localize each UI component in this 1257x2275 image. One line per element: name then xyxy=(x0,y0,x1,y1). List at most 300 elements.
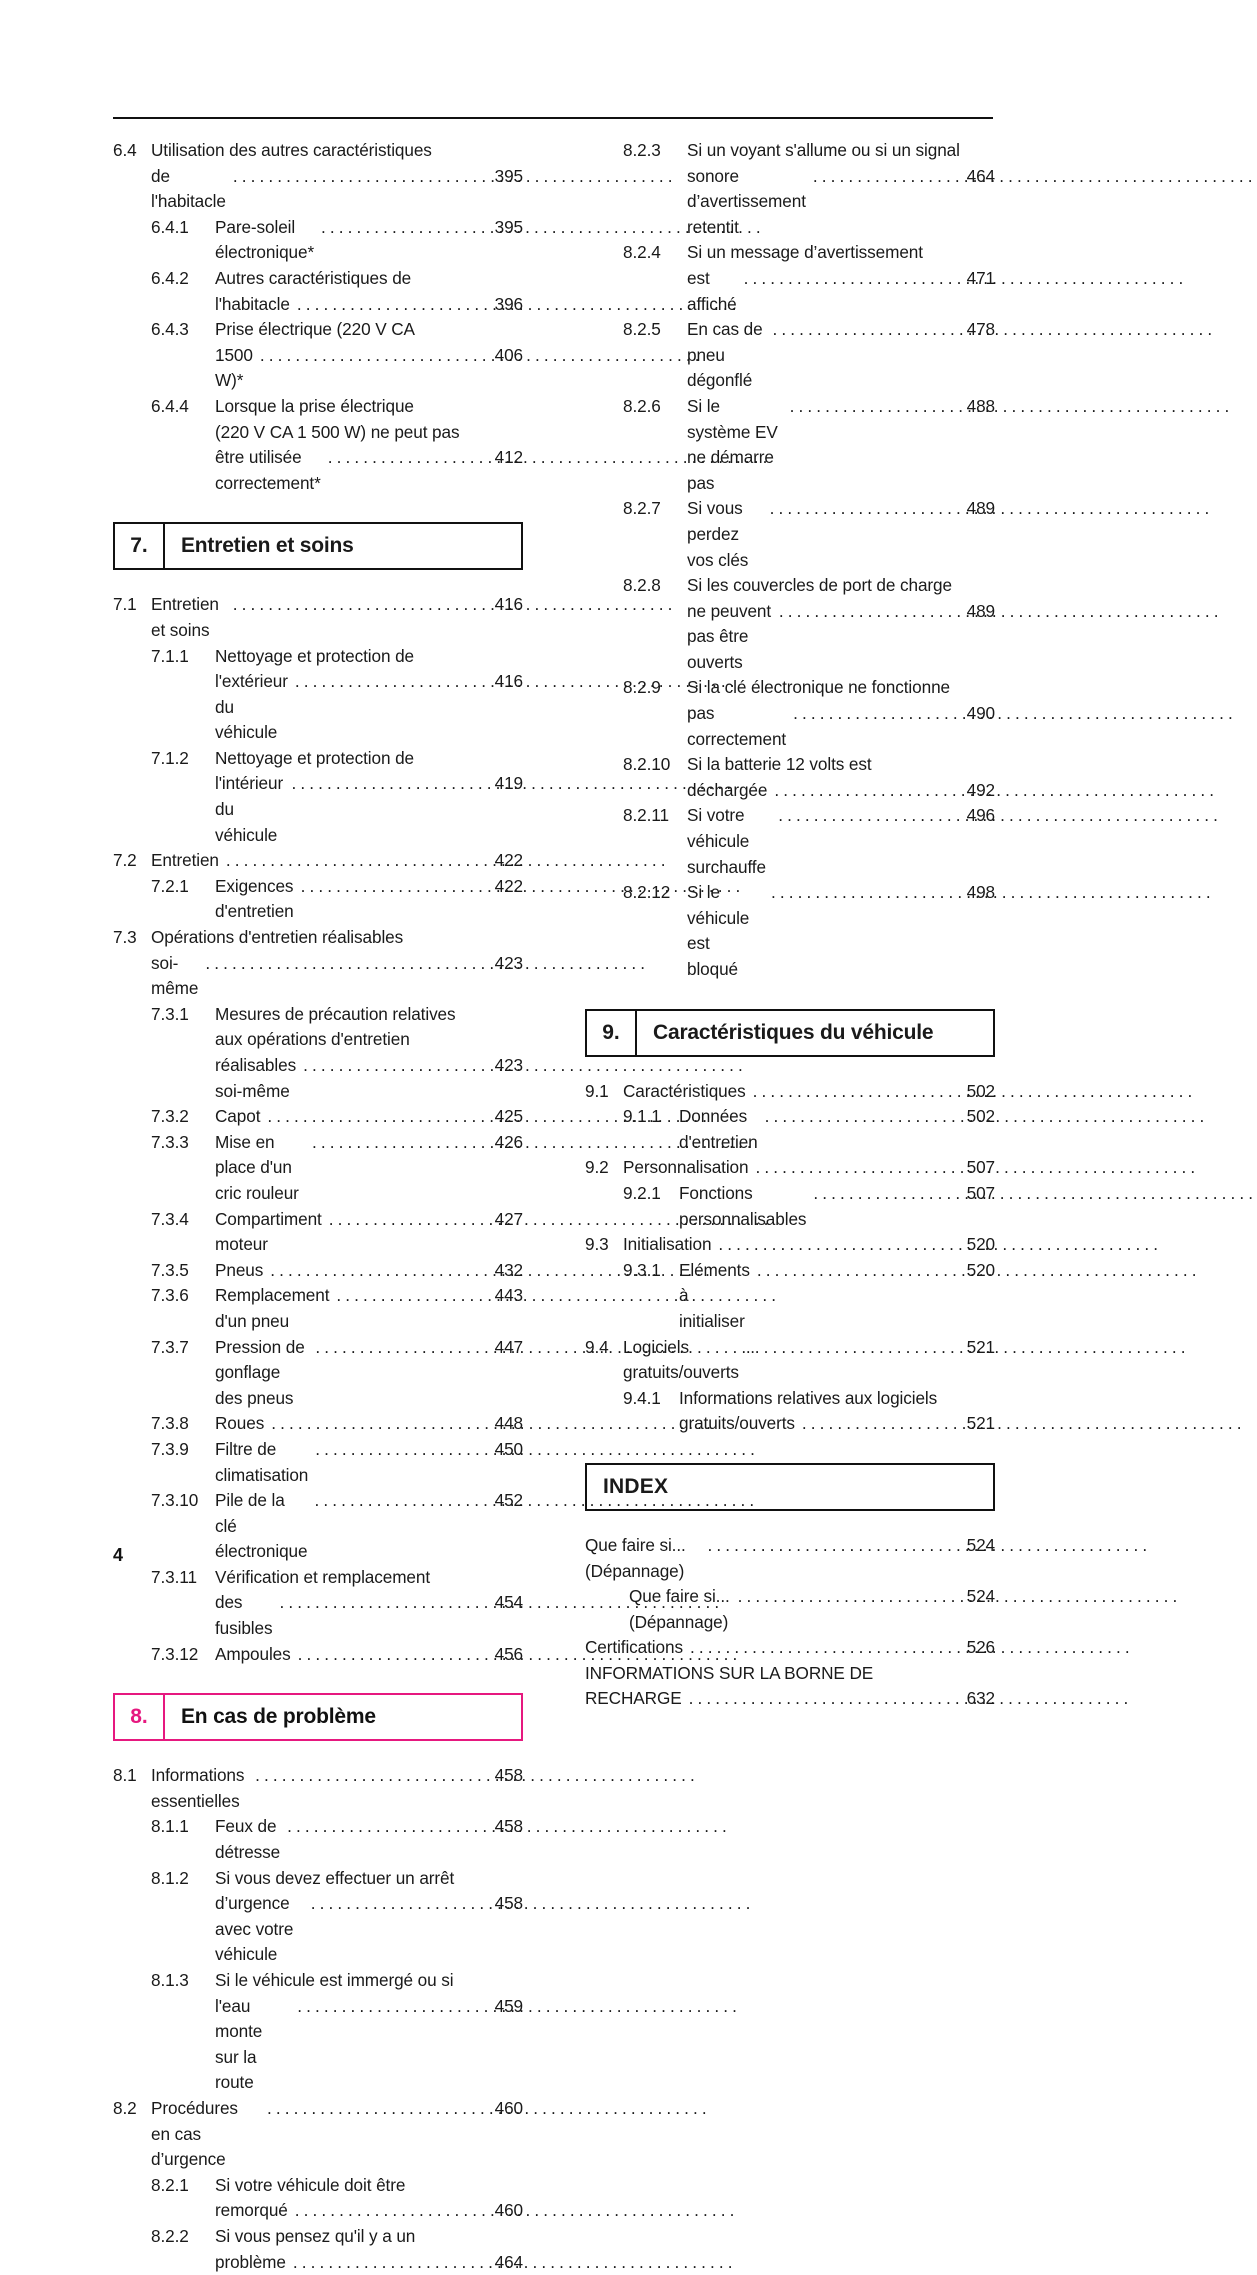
toc-page-number: 432 xyxy=(494,1259,523,1280)
toc-entry-title: Pneus xyxy=(215,1259,264,1280)
toc-page-number: 489 xyxy=(966,498,995,519)
toc-entry[interactable] xyxy=(113,1207,523,1258)
toc-entry-number: 7.1 xyxy=(113,594,137,615)
toc-entry-title: Personnalisation xyxy=(623,1157,749,1178)
toc-entry-title: 1500 W)* xyxy=(215,344,253,391)
toc-page-number: 464 xyxy=(966,165,995,186)
toc-leader-dots xyxy=(312,1130,486,1156)
toc-leader-dots xyxy=(690,1635,958,1661)
toc-entry-line xyxy=(679,1386,995,1412)
toc-entry-number: 8.2.1 xyxy=(151,2174,189,2195)
toc-entry-title: problème xyxy=(215,2251,286,2272)
toc-entry[interactable] xyxy=(113,1104,523,1130)
toc-entry[interactable] xyxy=(585,1386,995,1437)
toc-entry-line xyxy=(215,266,523,292)
toc-entry-number: 8.2.2 xyxy=(151,2225,189,2246)
toc-entry[interactable] xyxy=(113,2224,523,2275)
toc-entry-line xyxy=(623,1079,995,1105)
toc-leader-dots xyxy=(753,1079,958,1105)
toc-entry[interactable] xyxy=(585,1181,995,1232)
toc-leader-dots xyxy=(765,1104,958,1130)
toc-entry-title: Si le véhicule est immergé ou si xyxy=(215,1970,454,1990)
toc-entry-body xyxy=(215,1411,523,1437)
toc-entry-number: 8.1.2 xyxy=(151,1867,189,1888)
toc-group-6 xyxy=(113,138,523,496)
toc-page-number: 454 xyxy=(494,1592,523,1613)
toc-entry-body xyxy=(687,675,995,752)
toc-entry-line xyxy=(215,1053,523,1104)
toc-entry-line xyxy=(215,1866,523,1892)
toc-entry-number: 7.3.7 xyxy=(151,1336,189,1357)
toc-entry-body xyxy=(679,1258,995,1335)
toc-entry-line xyxy=(215,1104,523,1130)
toc-entry-number: 9.3.1 xyxy=(623,1259,661,1280)
toc-page-number: 426 xyxy=(494,1131,523,1152)
toc-leader-dots xyxy=(773,317,958,343)
toc-entry-title: Entretien et soins xyxy=(151,594,219,640)
toc-entry-title: Opérations d'entretien réalisables xyxy=(151,927,404,948)
toc-page-number: 458 xyxy=(494,1893,523,1914)
toc-entry-number: 8.2.12 xyxy=(623,882,671,903)
toc-entry[interactable] xyxy=(585,1232,995,1258)
toc-entry[interactable] xyxy=(113,1565,523,1642)
toc-entry[interactable] xyxy=(113,138,523,215)
toc-entry[interactable] xyxy=(113,1488,523,1565)
toc-entry[interactable] xyxy=(113,592,523,643)
toc-leader-dots xyxy=(689,1686,958,1712)
toc-entry-number: 8.2.8 xyxy=(623,575,661,596)
toc-entry-title: Logiciels gratuits/ouverts xyxy=(623,1336,739,1383)
toc-entry[interactable] xyxy=(113,925,523,1002)
toc-columns xyxy=(113,138,995,2275)
toc-entry-line xyxy=(215,215,523,266)
toc-entry-line xyxy=(215,1258,523,1284)
toc-entry-title: Si un voyant s'allume ou si un signal xyxy=(687,140,960,160)
toc-entry-number: 7.3.8 xyxy=(151,1413,189,1434)
toc-entry-line xyxy=(687,164,995,241)
toc-entry[interactable] xyxy=(585,1635,995,1661)
toc-group-8-right xyxy=(585,138,995,983)
toc-page-number: 425 xyxy=(494,1106,523,1127)
toc-entry[interactable] xyxy=(113,1437,523,1488)
toc-entry[interactable] xyxy=(113,1002,523,1104)
toc-entry-title: Lorsque la prise électrique xyxy=(215,395,414,416)
toc-page-number: 459 xyxy=(494,1995,523,2016)
toc-entry[interactable] xyxy=(113,1283,523,1334)
toc-entry-body xyxy=(215,1968,523,2096)
toc-entry-body xyxy=(623,1155,995,1181)
toc-entry-title: Vérification et remplacement xyxy=(215,1566,431,1587)
toc-entry-title: Si vous devez effectuer un arrêt xyxy=(215,1867,455,1888)
toc-leader-dots xyxy=(315,1437,486,1463)
toc-leader-dots xyxy=(813,1181,958,1207)
toc-entry-line xyxy=(215,1283,523,1334)
toc-entry-body xyxy=(215,1335,523,1412)
toc-entry-title: Données d'entretien xyxy=(679,1106,758,1152)
toc-entry[interactable] xyxy=(585,1155,995,1181)
toc-entry-number: 7.2 xyxy=(113,850,137,871)
toc-entry-body xyxy=(151,848,523,874)
toc-entry-body xyxy=(623,1335,995,1386)
toc-page-number: 507 xyxy=(966,1157,995,1178)
toc-entry-title: soi-même xyxy=(151,952,199,999)
toc-entry-body xyxy=(215,317,523,394)
toc-entry-title: Initialisation xyxy=(623,1234,712,1255)
toc-leader-dots xyxy=(744,266,958,292)
toc-entry[interactable] xyxy=(585,1258,995,1335)
toc-entry-body xyxy=(215,644,523,746)
toc-entry-body xyxy=(585,1533,995,1584)
toc-leader-dots xyxy=(295,669,486,695)
toc-entry-line xyxy=(687,240,995,266)
toc-entry[interactable] xyxy=(585,394,995,496)
toc-entry-line xyxy=(215,1994,523,2096)
toc-entry-number: 7.3.11 xyxy=(151,1566,197,1587)
toc-entry[interactable] xyxy=(585,675,995,752)
toc-entry-title: remorqué xyxy=(215,2200,288,2221)
toc-entry-line xyxy=(151,2096,523,2173)
toc-entry-body xyxy=(215,2224,523,2275)
toc-leader-dots xyxy=(771,880,958,906)
toc-leader-dots xyxy=(233,592,486,618)
toc-entry-line xyxy=(215,1488,523,1565)
toc-entry-number: 9.1 xyxy=(585,1080,609,1101)
toc-page-number: 396 xyxy=(494,293,523,314)
page-folio: 4 xyxy=(113,1545,124,1565)
toc-entry-number: 7.3 xyxy=(113,927,137,948)
toc-entry-line xyxy=(215,292,523,318)
toc-entry-title: Procédures en cas d’urgence xyxy=(151,2097,238,2170)
toc-entry[interactable] xyxy=(113,874,523,925)
toc-entry-body xyxy=(679,1104,995,1155)
toc-entry-line xyxy=(215,1002,523,1028)
toc-entry-body xyxy=(585,1661,995,1712)
toc-entry-line xyxy=(215,1642,523,1668)
toc-entry-title: Pare-soleil électronique* xyxy=(215,216,315,263)
toc-page-number: 427 xyxy=(494,1208,523,1229)
toc-leader-dots xyxy=(321,215,486,241)
toc-entry[interactable] xyxy=(585,752,995,803)
toc-entry-number: 8.2.11 xyxy=(623,805,669,826)
toc-entry-number: 7.3.12 xyxy=(151,1643,199,1664)
toc-page-number: 422 xyxy=(494,850,523,871)
toc-entry-number: 7.3.9 xyxy=(151,1438,189,1459)
toc-entry-body xyxy=(687,394,995,496)
toc-entry[interactable] xyxy=(585,1335,995,1386)
toc-entry-title: Informations relatives aux logiciels xyxy=(679,1387,938,1408)
toc-entry-body xyxy=(623,1079,995,1105)
toc-entry-title: Autres caractéristiques de xyxy=(215,267,412,288)
toc-entry-title: (220 V CA 1 500 W) ne peut pas xyxy=(215,421,460,442)
toc-leader-dots xyxy=(793,701,958,727)
toc-entry-line xyxy=(687,880,995,982)
toc-entry-line xyxy=(215,1590,523,1641)
toc-leader-dots xyxy=(279,1590,486,1616)
toc-entry-line xyxy=(215,445,523,496)
toc-entry[interactable] xyxy=(585,1584,995,1635)
toc-page-number: 452 xyxy=(494,1490,523,1511)
chapter-number-9: 9. xyxy=(587,1011,637,1055)
toc-entry[interactable] xyxy=(585,1104,995,1155)
toc-page-number: 423 xyxy=(494,1055,523,1075)
toc-entry-body xyxy=(215,1814,523,1865)
toc-page-number: 422 xyxy=(494,875,523,896)
toc-entry-title: Si un message d’avertissement xyxy=(687,242,923,263)
toc-entry-title: Si votre véhicule surchauffe xyxy=(687,805,766,877)
toc-entry-title: Eléments à initialiser xyxy=(679,1259,750,1331)
toc-entry-title: Si la batterie 12 volts est xyxy=(687,754,872,775)
toc-entry[interactable] xyxy=(585,240,995,317)
toc-entry-title: Compartiment moteur xyxy=(215,1208,322,1255)
toc-entry-number: 9.2.1 xyxy=(623,1182,661,1203)
toc-leader-dots xyxy=(790,394,958,420)
toc-entry-body xyxy=(687,138,995,240)
toc-entry-title: Filtre de climatisation xyxy=(215,1438,309,1485)
toc-entry-line xyxy=(215,1891,523,1968)
toc-page-number: 498 xyxy=(966,882,995,903)
chapter-header-8[interactable] xyxy=(113,1693,523,1741)
toc-group-9 xyxy=(585,1079,995,1437)
toc-entry-body xyxy=(151,925,523,1002)
toc-entry[interactable] xyxy=(113,1968,523,2096)
toc-entry-title: Nettoyage et protection de xyxy=(215,645,415,666)
toc-entry-body xyxy=(687,317,995,394)
toc-entry-title: RECHARGE xyxy=(585,1688,682,1709)
toc-entry[interactable] xyxy=(113,1258,523,1284)
toc-entry-number: 7.1.2 xyxy=(151,747,189,768)
toc-leader-dots xyxy=(770,496,958,522)
toc-page-number: 521 xyxy=(966,1413,995,1434)
toc-leader-dots xyxy=(708,1533,959,1559)
toc-entry[interactable] xyxy=(113,746,523,848)
chapter-header-9[interactable] xyxy=(585,1009,995,1057)
toc-entry-body xyxy=(151,138,523,215)
toc-entry-body xyxy=(215,874,523,925)
toc-entry-line xyxy=(585,1661,995,1687)
toc-entry-line xyxy=(215,394,523,420)
toc-entry-line xyxy=(687,266,995,317)
toc-entry-body xyxy=(215,1130,523,1207)
toc-entry[interactable] xyxy=(113,215,523,266)
toc-leader-dots xyxy=(755,1155,958,1181)
toc-entry-title: Prise électrique (220 V CA xyxy=(215,319,415,340)
toc-entry-line xyxy=(151,1763,523,1814)
toc-entry-number: 9.4.1 xyxy=(623,1387,661,1408)
chapter-title-8: En cas de problème xyxy=(181,1705,376,1729)
toc-entry-line xyxy=(215,669,523,746)
toc-entry[interactable] xyxy=(585,880,995,982)
toc-entry-title: Certifications xyxy=(585,1637,683,1658)
chapter-number-7: 7. xyxy=(115,524,165,568)
toc-entry-line xyxy=(151,592,523,643)
toc-entry[interactable] xyxy=(113,644,523,746)
toc-entry-body xyxy=(215,1283,523,1334)
toc-entry-title: En cas de pneu dégonflé xyxy=(687,319,763,391)
toc-entry-line xyxy=(679,1104,995,1155)
toc-entry-line xyxy=(623,1155,995,1181)
toc-entry-line xyxy=(629,1584,995,1635)
toc-entry-line xyxy=(585,1533,995,1584)
toc-page-number: 416 xyxy=(494,671,523,692)
toc-entry[interactable] xyxy=(113,1866,523,1968)
toc-entry-line xyxy=(687,573,995,599)
toc-page-number: 419 xyxy=(494,773,523,794)
toc-entry-number: 8.2.6 xyxy=(623,395,661,416)
toc-entry[interactable] xyxy=(113,317,523,394)
toc-entry[interactable] xyxy=(113,2173,523,2224)
toc-entry[interactable] xyxy=(113,1130,523,1207)
toc-entry-line xyxy=(687,675,995,701)
toc-group-8-left xyxy=(113,1763,523,2275)
toc-leader-dots xyxy=(292,771,486,797)
toc-entry-body xyxy=(215,1437,523,1488)
toc-entry-title: sonore d’avertissement retentit xyxy=(687,165,806,237)
toc-entry-title: est affiché xyxy=(687,267,737,314)
toc-entry-title: des fusibles xyxy=(215,1592,273,1639)
toc-entry-title: Pile de la clé électronique xyxy=(215,1490,308,1562)
toc-entry[interactable] xyxy=(585,1661,995,1712)
toc-entry-title: Capot xyxy=(215,1106,261,1127)
toc-leader-dots xyxy=(303,1053,486,1079)
toc-leader-dots xyxy=(802,1411,958,1437)
toc-page-number: 423 xyxy=(494,952,523,973)
toc-leader-dots xyxy=(779,599,958,625)
toc-entry[interactable] xyxy=(113,848,523,874)
toc-entry-number: 8.1.3 xyxy=(151,1970,189,1990)
toc-leader-dots xyxy=(328,445,486,471)
toc-entry-line xyxy=(215,644,523,670)
toc-entry-body xyxy=(151,2096,523,2173)
toc-leader-dots xyxy=(270,1258,486,1284)
toc-leader-dots xyxy=(267,1104,486,1130)
toc-entry[interactable] xyxy=(585,1533,995,1584)
toc-page-number: 443 xyxy=(494,1285,523,1306)
toc-entry-line xyxy=(687,803,995,880)
toc-entry[interactable] xyxy=(113,1763,523,1814)
toc-page-number: 395 xyxy=(494,216,523,237)
toc-leader-dots xyxy=(336,1283,486,1309)
toc-entry-line xyxy=(215,1130,523,1207)
toc-entry[interactable] xyxy=(113,394,523,496)
toc-entry-number: 6.4 xyxy=(113,140,137,160)
toc-entry-title: réalisables soi-même xyxy=(215,1055,297,1101)
toc-entry[interactable] xyxy=(585,496,995,573)
toc-entry-line xyxy=(687,701,995,752)
toc-entry-number: 8.2.10 xyxy=(623,754,671,775)
toc-page-number: 464 xyxy=(494,2251,523,2272)
toc-entry[interactable] xyxy=(113,1642,523,1668)
toc-entry[interactable] xyxy=(113,266,523,317)
toc-entry-title: être utilisée correctement* xyxy=(215,447,321,493)
toc-entry-body xyxy=(585,1635,995,1661)
toc-entry-line xyxy=(215,771,523,848)
toc-page-number: 447 xyxy=(494,1336,523,1357)
toc-page-number: 526 xyxy=(966,1637,995,1658)
chapter-header-7[interactable] xyxy=(113,522,523,570)
toc-entry[interactable] xyxy=(585,1079,995,1105)
toc-entry-line xyxy=(623,1232,995,1258)
toc-entry-body xyxy=(215,215,523,266)
toc-leader-dots xyxy=(226,848,486,874)
toc-entry-title: l'eau monte sur la route xyxy=(215,1995,263,2093)
toc-leader-dots xyxy=(205,951,486,977)
toc-entry-number: 7.1.1 xyxy=(151,645,189,666)
toc-page-number: 520 xyxy=(966,1259,995,1280)
toc-entry-line xyxy=(215,1027,523,1053)
toc-entry-body xyxy=(215,1565,523,1642)
toc-entry[interactable] xyxy=(585,573,995,675)
toc-entry[interactable] xyxy=(113,1411,523,1437)
toc-leader-dots xyxy=(297,292,486,318)
toc-entry-number: 8.2.4 xyxy=(623,242,661,263)
toc-entry-title: Feux de détresse xyxy=(215,1816,281,1863)
index-header[interactable] xyxy=(585,1463,995,1511)
chapter-title-7: Entretien et soins xyxy=(181,534,354,558)
toc-entry[interactable] xyxy=(585,138,995,240)
toc-entry-body xyxy=(679,1181,995,1232)
toc-entry-title: Si vous perdez vos clés xyxy=(687,498,749,570)
toc-entry-line xyxy=(687,599,995,676)
toc-page-number: 502 xyxy=(966,1080,995,1101)
toc-entry-line xyxy=(215,2198,523,2224)
index-title: INDEX xyxy=(603,1474,669,1498)
toc-group-index xyxy=(585,1533,995,1712)
toc-entry-line xyxy=(679,1411,995,1437)
toc-page-number: 412 xyxy=(494,447,523,468)
toc-entry-body xyxy=(623,1232,995,1258)
toc-entry-number: 8.2 xyxy=(113,2097,137,2118)
toc-entry-number: 9.3 xyxy=(585,1234,609,1255)
toc-entry-line xyxy=(215,1968,523,1994)
toc-entry-body xyxy=(679,1386,995,1437)
toc-entry[interactable] xyxy=(113,1814,523,1865)
toc-entry-number: 7.3.1 xyxy=(151,1003,189,1024)
toc-entry-title: ne peuvent pas être ouverts xyxy=(687,600,772,672)
toc-page-number: 416 xyxy=(494,594,523,615)
toc-entry[interactable] xyxy=(113,1335,523,1412)
toc-page-number: 456 xyxy=(494,1643,523,1664)
toc-entry-body xyxy=(687,752,995,803)
toc-entry-body xyxy=(687,880,995,982)
toc-entry-line xyxy=(215,317,523,343)
toc-entry-body xyxy=(215,1258,523,1284)
toc-entry-number: 6.4.1 xyxy=(151,216,189,237)
toc-entry[interactable] xyxy=(585,317,995,394)
toc-entry-line xyxy=(215,1565,523,1591)
toc-entry-body xyxy=(151,1763,523,1814)
toc-entry-line xyxy=(687,317,995,394)
toc-entry-title: INFORMATIONS SUR LA BORNE DE xyxy=(585,1662,874,1683)
toc-entry[interactable] xyxy=(113,2096,523,2173)
toc-page-number: 488 xyxy=(966,395,995,416)
toc-leader-dots xyxy=(233,164,486,190)
toc-page-number: 490 xyxy=(966,703,995,724)
toc-entry-title: Entretien xyxy=(151,850,219,871)
toc-page-number: 460 xyxy=(494,2200,523,2221)
toc-entry-body xyxy=(215,2173,523,2224)
toc-entry-line xyxy=(687,778,995,804)
toc-entry-line xyxy=(215,2250,523,2275)
toc-entry-title: Si la clé électronique ne fonctionne xyxy=(687,677,950,698)
toc-leader-dots xyxy=(813,164,958,190)
toc-leader-dots xyxy=(757,1258,958,1284)
toc-entry-number: 6.4.2 xyxy=(151,267,189,288)
toc-entry-body xyxy=(215,1002,523,1104)
header-rule xyxy=(113,117,993,119)
toc-group-7 xyxy=(113,592,523,1667)
toc-entry[interactable] xyxy=(585,803,995,880)
toc-entry-number: 7.2.1 xyxy=(151,875,189,896)
